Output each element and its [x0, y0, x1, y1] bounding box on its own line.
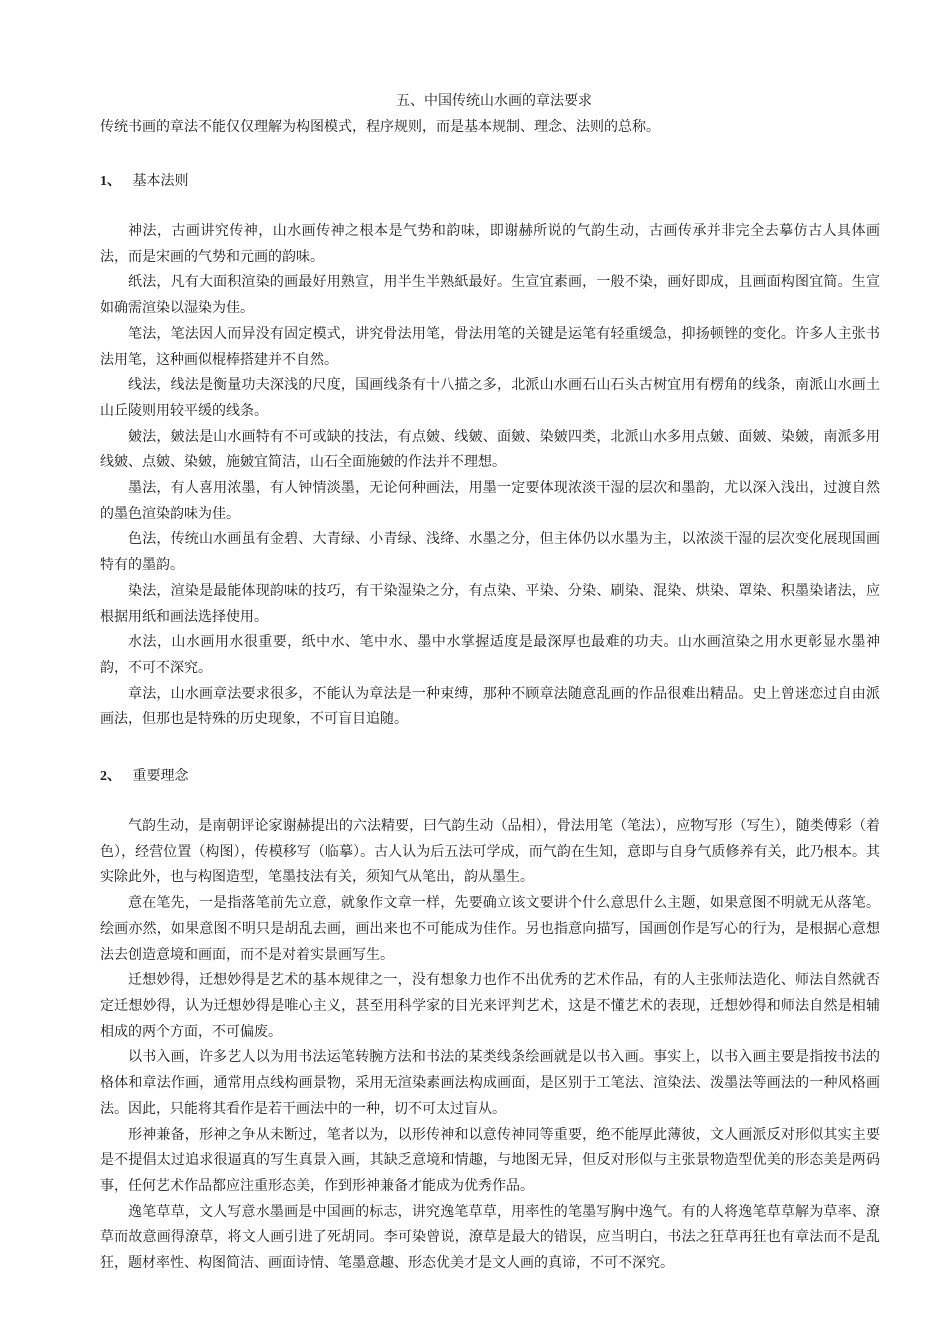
section-heading — [100, 763, 880, 790]
paragraph-yi-zai-bi-xian: 意在笔先，一是指落笔前先立意，就象作文章一样，先要确立该文要讲个什么意思什么主题，如果意图不明就无从落笔。绘画亦然，如果意图不明只是胡乱去画，画出来也不可能成为佳作。另也指意向描写，国画创作是写心的行为，是根据心意想法去创造意境和画面，而不是对着实景画写生。 — [100, 895, 880, 963]
paragraph-zhi-fa: 纸法，凡有大面积渲染的画最好用熟宣，用半生半熟紙最好。生宣宜素画，一般不染，画好即成，且画面构图宜简。生宣如确需渲染以湿染为佳。 — [100, 274, 880, 317]
paragraph-qian-xiang: 迁想妙得，迁想妙得是艺术的基本规律之一，没有想象力也作不出优秀的艺术作品，有的人主张师法造化、师法自然就否定迁想妙得，认为迁想妙得是唯心主义，甚至用科学家的目光来评判艺术，这是不懂艺术的表现，迁想妙得和师法自然是相辅相成的两个方面，不可偏废。 — [100, 972, 880, 1040]
paragraph-se-fa: 色法，传统山水画虽有金碧、大青绿、小青绿、浅绛、水墨之分，但主体仍以水墨为主，以浓淡干湿的层次变化展现国画特有的墨韵。 — [100, 531, 880, 574]
section-key-concepts — [100, 763, 880, 1277]
section-number: 2、 — [100, 769, 121, 785]
paragraph-shui-fa: 水法，山水画用水很重要，纸中水、笔中水、墨中水掌握适度是最深厚也最难的功夫。山水画渲染之用水更彰显水墨神韵，不可不深究。 — [100, 634, 880, 676]
document-title: 五、中国传统山水画的章法要求 — [396, 93, 592, 109]
paragraph-shen-fa: 神法，古画讲究传神，山水画传神之根本是气势和韵味，即谢赫所说的气韵生动，古画传承并非完全去摹仿古人具体画法，而是宋画的气势和元画的韵味。 — [100, 223, 880, 265]
paragraph-xian-fa: 线法，线法是衡量功夫深浅的尺度，国画线条有十八描之多，北派山水画石山石头古树宜用有楞角的线条，南派山水画土山丘陵则用较平缓的线条。 — [100, 377, 880, 419]
document-page — [100, 88, 880, 1307]
paragraph-bi-fa: 笔法，笔法因人而异没有固定模式，讲究骨法用笔，骨法用笔的关键是运笔有轻重缓急，抑扬顿锉的变化。许多人主张书法用笔，这种画似棍棒搭建并不自然。 — [100, 325, 880, 368]
paragraph-yi-shu-ru-hua: 以书入画，许多艺人以为用书法运笔转腕方法和书法的某类线条绘画就是以书入画。事实上，以书入画主要是指按书法的格体和章法作画，通常用点线构画景物，采用无渲染素画法构成画面，是区别于工笔法、渲染法、泼墨法等画法的一种风格画法。因此，只能将其看作是若干画法中的一种，切不可太过盲从。 — [100, 1049, 880, 1117]
paragraph-yi-bi-cao-cao: 逸笔草草，文人写意水墨画是中国画的标志，讲究逸笔草草，用率性的笔墨写胸中逸气。有的人将逸笔草草解为草率、潦草而故意画得潦草，将文人画引进了死胡同。李可染曾说，潦草是最大的错误，应当明白，书法之狂草再狂也有章法而不是乱狂，题材率性、构图简洁、画面诗情、笔墨意趣、形态优美才是文人画的真谛，不可不深究。 — [100, 1203, 880, 1272]
paragraph-zhang-fa: 章法，山水画章法要求很多，不能认为章法是一种束缚，那种不顾章法随意乱画的作品很难出精品。史上曾迷恋过自由派画法，但那也是特殊的历史现象，不可盲目追随。 — [100, 685, 880, 728]
paragraph-mo-fa: 墨法，有人喜用浓墨，有人钟情淡墨，无论何种画法，用墨一定要体现浓淡干湿的层次和墨韵，尤以深入浅出，过渡自然的墨色渲染韵味为佳。 — [100, 480, 880, 522]
document-intro: 传统书画的章法不能仅仅理解为构图模式，程序规则，而是基本规制、理念、法则的总称。 — [100, 119, 660, 135]
section-heading-text: 基本法则 — [132, 173, 189, 189]
section-basic-rules — [100, 168, 880, 733]
paragraph-xing-shen: 形神兼备，形神之争从未断过，笔者以为，以形传神和以意传神同等重要，绝不能厚此薄彼，文人画派反对形似其实主要是不提倡太过追求很逼真的写生真景入画，其缺乏意境和情趣，与地图无异，但反对形似与主张景物造型优美的形态美是两码事，任何艺术作品都应注重形态美，作到形神兼备才能成为优秀作品。 — [100, 1126, 880, 1194]
paragraph-cun-fa: 皴法，皴法是山水画特有不可或缺的技法，有点皴、线皴、面皴、染皴四类，北派山水多用点皴、面皴、染皴，南派多用线皴、点皴、染皴，施皴宜简洁，山石全面施皴的作法并不理想。 — [100, 428, 880, 471]
paragraph-ran-fa: 染法，渲染是最能体现韵味的技巧，有干染湿染之分，有点染、平染、分染、刷染、混染、烘染、罩染、积墨染诸法，应根据用纸和画法选择使用。 — [100, 582, 880, 625]
section-heading — [100, 168, 880, 195]
paragraph-qi-yun: 气韵生动，是南朝评论家谢赫提出的六法精要，曰气韵生动（品相），骨法用笔（笔法），应物写形（写生），随类傅彩（着色），经营位置（构图），传模移写（临摹）。古人认为后五法可学成，而气韵在生知，意即与自身气质修养有关，此乃根本。其实除此外，也与构图造型，笔墨技法有关，须知气从笔出，韵从墨生。 — [100, 818, 880, 886]
section-heading-text: 重要理念 — [132, 768, 189, 785]
section-number: 1、 — [100, 174, 121, 189]
